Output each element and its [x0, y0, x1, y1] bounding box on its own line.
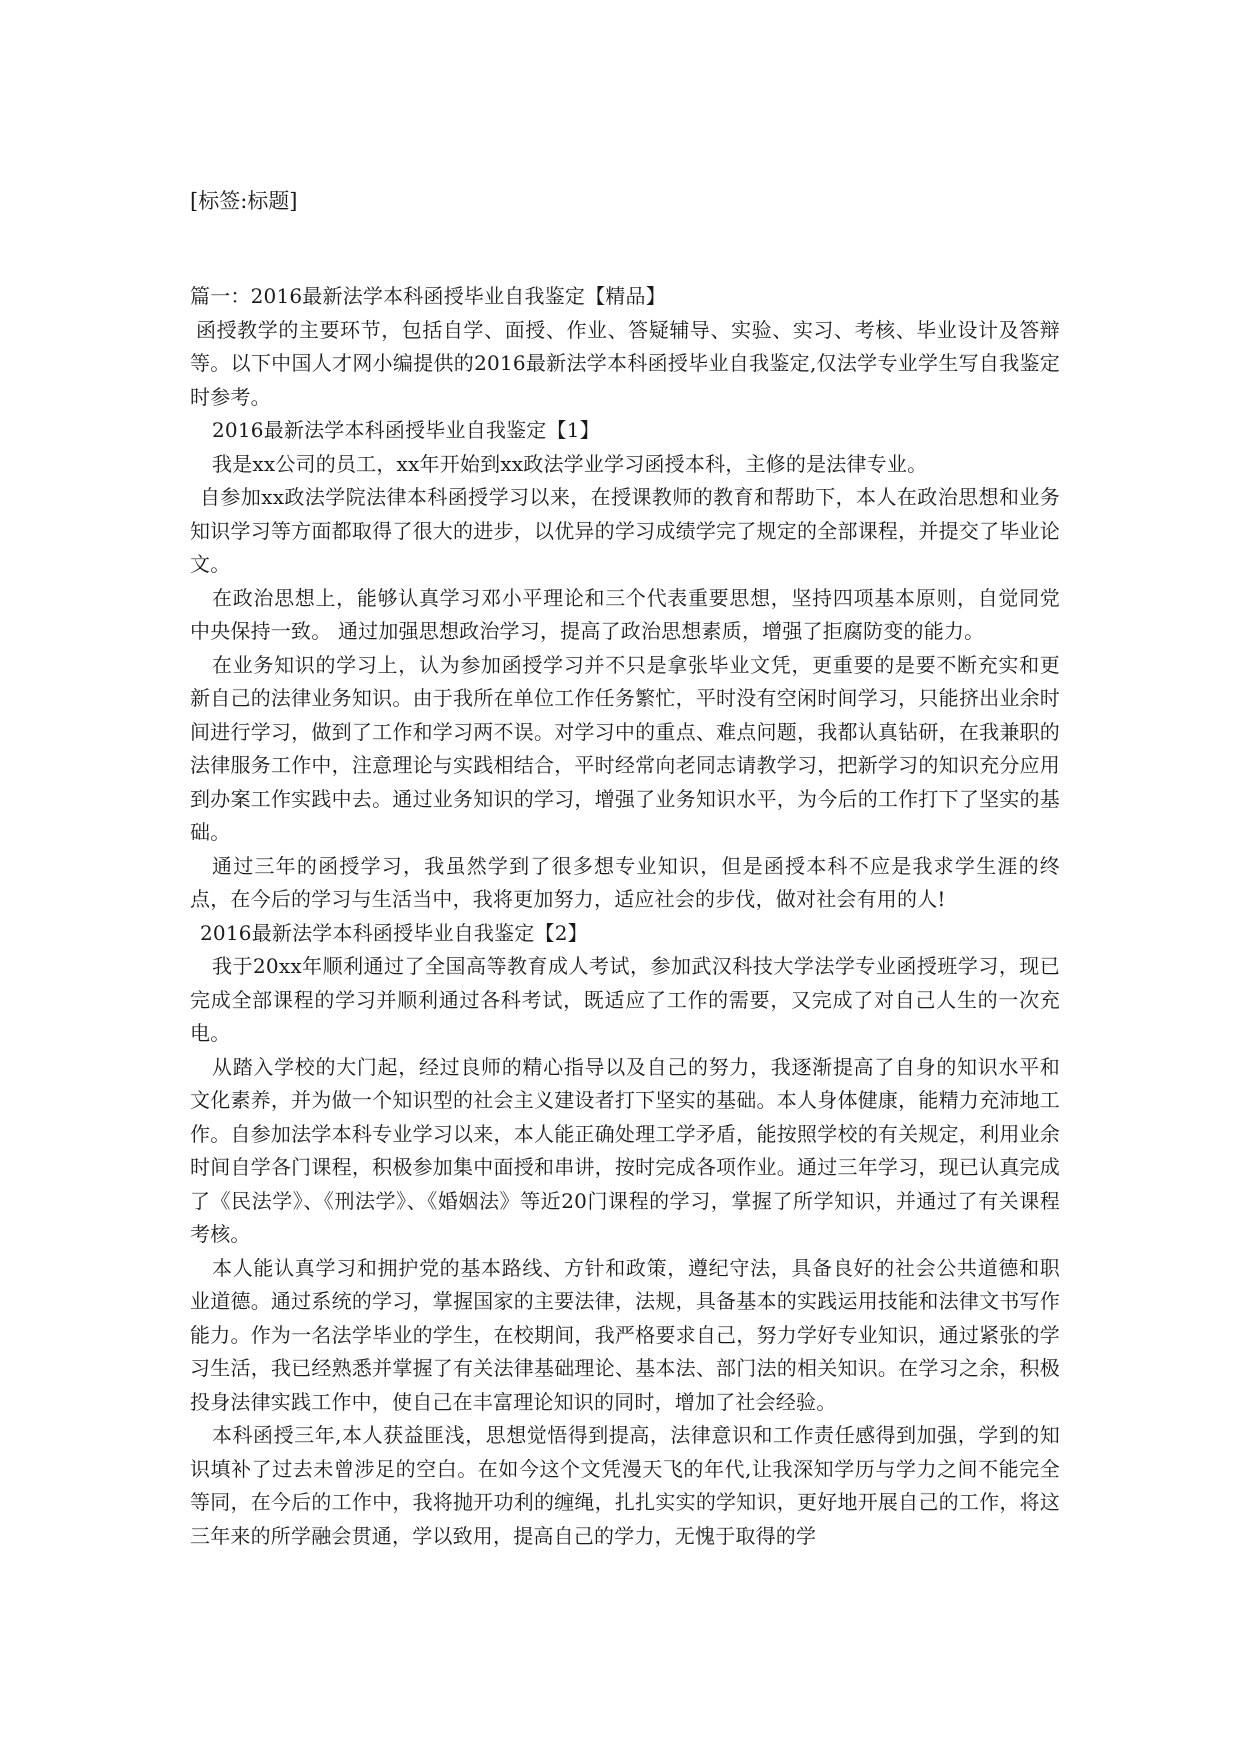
- part2-paragraph: 从踏入学校的大门起，经过良师的精心指导以及自己的努力，我逐渐提高了自身的知识水平和文化素养，并为做一个知识型的社会主义建设者打下坚实的基础。本人身体健康，能精力充沛地工作。自参加法学本科专业学习以来，本人能正确处理工学矛盾，能按照学校的有关规定，利用业余时间自学各门课程，积极参加集中面授和串讲，按时完成各项作业。通过三年学习，现已认真完成了《民法学》、《刑法学》、《婚姻法》等近20门课程的学习，掌握了所学知识，并通过了有关课程考核。: [190, 1054, 1060, 1246]
- part1-paragraph: 自参加xx政法学院法律本科函授学习以来，在授课教师的教育和帮助下，本人在政治思想和业务知识学习等方面都取得了很大的进步，以优异的学习成绩学完了规定的全部课程，并提交了毕业论文。: [190, 485, 1060, 576]
- document-body: [190, 280, 1060, 1553]
- part2-paragraph: 我于20xx年顺利通过了全国高等教育成人考试，参加武汉科技大学法学专业函授班学习，现已完成全部课程的学习并顺利通过各科考试，既适应了工作的需要，又完成了对自己人生的一次充电。: [190, 954, 1060, 1045]
- part2-paragraph: 本人能认真学习和拥护党的基本路线、方针和政策，遵纪守法，具备良好的社会公共道德和职业道德。通过系统的学习，掌握国家的主要法律，法规，具备基本的实践运用技能和法律文书写作能力。作为一名法学毕业的学生，在校期间，我严格要求自己，努力学好专业知识，通过紧张的学习生活，我已经熟悉并掌握了有关法律基础理论、基本法、部门法的相关知识。在学习之余，积极投身法律实践工作中，使自己在丰富理论知识的同时，增加了社会经验。: [190, 1255, 1060, 1414]
- section-title: 篇一：2016最新法学本科函授毕业自我鉴定【精品】: [190, 284, 666, 308]
- part2-heading: 2016最新法学本科函授毕业自我鉴定【2】: [200, 920, 588, 945]
- part1-paragraph: 通过三年的函授学习，我虽然学到了很多想专业知识，但是函授本科不应是我求学生涯的终点，在今后的学习与生活当中，我将更加努力，适应社会的步伐，做对社会有用的人!: [190, 853, 1060, 911]
- intro-paragraph: 函授教学的主要环节，包括自学、面授、作业、答疑辅导、实验、实习、考核、毕业设计及答辩等。以下中国人才网小编提供的2016最新法学本科函授毕业自我鉴定,仅法学专业学生写自我鉴定时参考。: [190, 317, 1060, 409]
- part1-paragraph: 我是xx公司的员工，xx年开始到xx政法学业学习函授本科，主修的是法律专业。: [212, 451, 928, 476]
- part1-heading: 2016最新法学本科函授毕业自我鉴定【1】: [212, 418, 600, 442]
- part1-paragraph: 在政治思想上，能够认真学习邓小平理论和三个代表重要思想，坚持四项基本原则，自觉同党中央保持一致。 通过加强思想政治学习，提高了政治思想素质，增强了拒腐防变的能力。: [190, 585, 1060, 643]
- part2-paragraph: 本科函授三年,本人获益匪浅，思想觉悟得到提高，法律意识和工作责任感得到加强，学到的知识填补了过去未曾涉足的空白。在如今这个文凭漫天飞的年代,让我深知学历与学力之间不能完全等同，在今后的工作中，我将抛开功利的缠绳，扎扎实实的学知识，更好地开展自己的工作，将这三年来的所学融会贯通，学以致用，提高自己的学力，无愧于取得的学: [190, 1423, 1060, 1548]
- tag-line: [标签:标题]: [190, 189, 298, 213]
- part1-paragraph: 在业务知识的学习上，认为参加函授学习并不只是拿张毕业文凭，更重要的是要不断充实和更新自己的法律业务知识。由于我所在单位工作任务繁忙，平时没有空闲时间学习，只能挤出业余时间进行学习，做到了工作和学习两不误。对学习中的重点、难点问题，我都认真钻研，在我兼职的法律服务工作中，注意理论与实践相结合，平时经常向老同志请教学习，把新学习的知识充分应用到办案工作实践中去。通过业务知识的学习，增强了业务知识水平，为今后的工作打下了坚实的基础。: [190, 652, 1060, 844]
